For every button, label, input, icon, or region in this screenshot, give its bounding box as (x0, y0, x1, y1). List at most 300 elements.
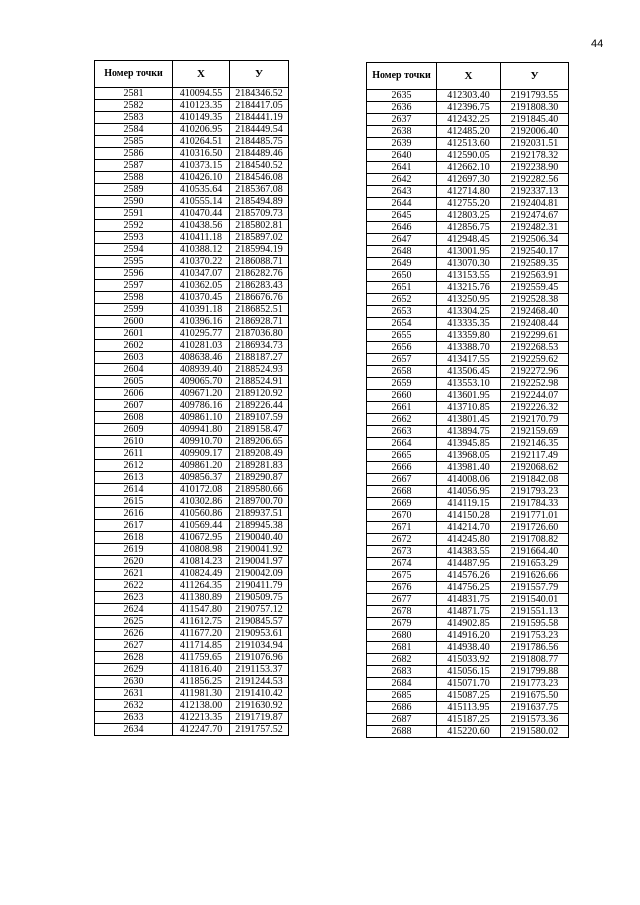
table-row (367, 618, 569, 630)
cell-x: 415220.60 (437, 726, 501, 738)
cell-y: 2192031.51 (501, 138, 569, 150)
table-row (367, 678, 569, 690)
table-row (95, 304, 289, 316)
cell-x: 413215.76 (437, 282, 501, 294)
cell-point-number: 2585 (95, 136, 173, 148)
table-row (367, 330, 569, 342)
cell-x: 409910.70 (173, 436, 230, 448)
cell-x: 408939.40 (173, 364, 230, 376)
cell-y: 2192589.35 (501, 258, 569, 270)
cell-point-number: 2668 (367, 486, 437, 498)
cell-x: 415056.15 (437, 666, 501, 678)
table-row (367, 102, 569, 114)
cell-y: 2186934.73 (230, 340, 289, 352)
cell-y: 2192244.07 (501, 390, 569, 402)
cell-x: 414119.15 (437, 498, 501, 510)
cell-point-number: 2678 (367, 606, 437, 618)
cell-x: 414916.20 (437, 630, 501, 642)
table-row (367, 354, 569, 366)
cell-y: 2191726.60 (501, 522, 569, 534)
cell-y: 2184441.19 (230, 112, 289, 124)
cell-y: 2192528.38 (501, 294, 569, 306)
cell-x: 412138.00 (173, 700, 230, 712)
table-row (95, 472, 289, 484)
table-row (95, 532, 289, 544)
cell-y: 2192006.40 (501, 126, 569, 138)
cell-y: 2192238.90 (501, 162, 569, 174)
cell-y: 2190953.61 (230, 628, 289, 640)
coordinates-table-right (366, 62, 569, 738)
cell-point-number: 2614 (95, 484, 173, 496)
cell-x: 411612.75 (173, 616, 230, 628)
cell-y: 2184417.05 (230, 100, 289, 112)
cell-y: 2190040.40 (230, 532, 289, 544)
cell-x: 412513.60 (437, 138, 501, 150)
table-row (95, 400, 289, 412)
cell-point-number: 2653 (367, 306, 437, 318)
cell-y: 2189290.87 (230, 472, 289, 484)
table-row (95, 316, 289, 328)
cell-point-number: 2672 (367, 534, 437, 546)
cell-x: 411759.65 (173, 652, 230, 664)
cell-y: 2189945.38 (230, 520, 289, 532)
cell-point-number: 2611 (95, 448, 173, 460)
cell-x: 414487.95 (437, 558, 501, 570)
cell-point-number: 2590 (95, 196, 173, 208)
cell-y: 2189206.65 (230, 436, 289, 448)
table-row (95, 136, 289, 148)
cell-x: 413945.85 (437, 438, 501, 450)
page-number: 44 (591, 38, 604, 50)
table-row (95, 700, 289, 712)
cell-point-number: 2619 (95, 544, 173, 556)
table-row (95, 436, 289, 448)
cell-x: 411677.20 (173, 628, 230, 640)
cell-point-number: 2629 (95, 664, 173, 676)
cell-y: 2192408.44 (501, 318, 569, 330)
cell-y: 2192226.32 (501, 402, 569, 414)
cell-point-number: 2601 (95, 328, 173, 340)
cell-point-number: 2648 (367, 246, 437, 258)
cell-y: 2191771.01 (501, 510, 569, 522)
table-row (95, 676, 289, 688)
cell-point-number: 2647 (367, 234, 437, 246)
table-header-row (95, 61, 289, 88)
cell-x: 413001.95 (437, 246, 501, 258)
table-row (95, 628, 289, 640)
cell-y: 2185709.73 (230, 208, 289, 220)
cell-x: 411547.80 (173, 604, 230, 616)
table-row (367, 642, 569, 654)
cell-y: 2192468.40 (501, 306, 569, 318)
cell-point-number: 2679 (367, 618, 437, 630)
cell-point-number: 2686 (367, 702, 437, 714)
cell-y: 2188524.93 (230, 364, 289, 376)
cell-point-number: 2599 (95, 304, 173, 316)
cell-x: 415113.95 (437, 702, 501, 714)
table-row (367, 162, 569, 174)
cell-y: 2191793.55 (501, 90, 569, 102)
table-row (367, 270, 569, 282)
cell-x: 410672.95 (173, 532, 230, 544)
table-row (95, 220, 289, 232)
cell-x: 414756.25 (437, 582, 501, 594)
cell-y: 2189580.66 (230, 484, 289, 496)
cell-y: 2191630.92 (230, 700, 289, 712)
cell-point-number: 2581 (95, 88, 173, 100)
table-row (367, 378, 569, 390)
cell-y: 2185367.08 (230, 184, 289, 196)
cell-y: 2191784.33 (501, 498, 569, 510)
cell-x: 413506.45 (437, 366, 501, 378)
cell-y: 2191153.37 (230, 664, 289, 676)
header-x: X (173, 61, 230, 88)
table-row (367, 150, 569, 162)
cell-x: 410814.23 (173, 556, 230, 568)
cell-point-number: 2621 (95, 568, 173, 580)
cell-y: 2192146.35 (501, 438, 569, 450)
table-row (367, 462, 569, 474)
cell-x: 412714.80 (437, 186, 501, 198)
table-row (367, 342, 569, 354)
cell-y: 2184346.52 (230, 88, 289, 100)
cell-x: 414245.80 (437, 534, 501, 546)
cell-y: 2190411.79 (230, 580, 289, 592)
cell-y: 2191719.87 (230, 712, 289, 724)
table-row (95, 256, 289, 268)
table-row (95, 508, 289, 520)
cell-point-number: 2616 (95, 508, 173, 520)
table-row (367, 366, 569, 378)
cell-x: 410295.77 (173, 328, 230, 340)
cell-y: 2191675.50 (501, 690, 569, 702)
table-row (367, 234, 569, 246)
header-y: У (230, 61, 289, 88)
table-row (95, 364, 289, 376)
cell-x: 410362.05 (173, 280, 230, 292)
table-row (95, 544, 289, 556)
cell-y: 2192068.62 (501, 462, 569, 474)
cell-point-number: 2598 (95, 292, 173, 304)
cell-point-number: 2608 (95, 412, 173, 424)
cell-x: 412432.25 (437, 114, 501, 126)
cell-x: 413388.70 (437, 342, 501, 354)
cell-x: 410438.56 (173, 220, 230, 232)
cell-point-number: 2652 (367, 294, 437, 306)
cell-point-number: 2649 (367, 258, 437, 270)
cell-y: 2189226.44 (230, 400, 289, 412)
cell-point-number: 2617 (95, 520, 173, 532)
cell-x: 411856.25 (173, 676, 230, 688)
table-row (95, 244, 289, 256)
table-row (95, 448, 289, 460)
cell-point-number: 2583 (95, 112, 173, 124)
table-row (367, 306, 569, 318)
cell-y: 2191799.88 (501, 666, 569, 678)
cell-y: 2185994.19 (230, 244, 289, 256)
table-row (95, 160, 289, 172)
cell-y: 2191244.53 (230, 676, 289, 688)
cell-x: 414831.75 (437, 594, 501, 606)
table-row (367, 294, 569, 306)
cell-x: 413335.35 (437, 318, 501, 330)
cell-x: 413553.10 (437, 378, 501, 390)
cell-x: 410824.49 (173, 568, 230, 580)
cell-y: 2191551.13 (501, 606, 569, 618)
table-row (95, 208, 289, 220)
cell-y: 2189937.51 (230, 508, 289, 520)
cell-y: 2191757.52 (230, 724, 289, 736)
cell-x: 414214.70 (437, 522, 501, 534)
cell-point-number: 2674 (367, 558, 437, 570)
cell-y: 2191076.96 (230, 652, 289, 664)
table-row (367, 90, 569, 102)
cell-point-number: 2657 (367, 354, 437, 366)
cell-x: 414576.26 (437, 570, 501, 582)
cell-y: 2192474.67 (501, 210, 569, 222)
cell-point-number: 2658 (367, 366, 437, 378)
cell-x: 412396.75 (437, 102, 501, 114)
table-row (367, 654, 569, 666)
table-row (367, 174, 569, 186)
cell-x: 415033.92 (437, 654, 501, 666)
cell-point-number: 2670 (367, 510, 437, 522)
cell-y: 2192178.32 (501, 150, 569, 162)
table-row (95, 580, 289, 592)
cell-y: 2188524.91 (230, 376, 289, 388)
table-row (367, 402, 569, 414)
cell-point-number: 2622 (95, 580, 173, 592)
table-row (95, 184, 289, 196)
cell-y: 2191410.42 (230, 688, 289, 700)
table-row (95, 100, 289, 112)
cell-y: 2191034.94 (230, 640, 289, 652)
table-row (95, 268, 289, 280)
cell-x: 412803.25 (437, 210, 501, 222)
cell-y: 2192272.96 (501, 366, 569, 378)
cell-x: 410370.22 (173, 256, 230, 268)
cell-point-number: 2607 (95, 400, 173, 412)
table-row (367, 426, 569, 438)
cell-x: 414871.75 (437, 606, 501, 618)
table-row (95, 604, 289, 616)
cell-x: 410555.14 (173, 196, 230, 208)
cell-y: 2192559.45 (501, 282, 569, 294)
cell-point-number: 2612 (95, 460, 173, 472)
cell-point-number: 2603 (95, 352, 173, 364)
header-x: X (437, 63, 501, 90)
cell-point-number: 2682 (367, 654, 437, 666)
cell-y: 2191786.56 (501, 642, 569, 654)
cell-x: 414008.06 (437, 474, 501, 486)
cell-x: 410316.50 (173, 148, 230, 160)
cell-point-number: 2676 (367, 582, 437, 594)
cell-y: 2191842.08 (501, 474, 569, 486)
table-row (95, 88, 289, 100)
cell-point-number: 2589 (95, 184, 173, 196)
cell-y: 2191595.58 (501, 618, 569, 630)
cell-point-number: 2627 (95, 640, 173, 652)
cell-point-number: 2636 (367, 102, 437, 114)
cell-point-number: 2688 (367, 726, 437, 738)
coordinates-table-left (94, 60, 289, 736)
table-row (367, 198, 569, 210)
cell-point-number: 2681 (367, 642, 437, 654)
cell-point-number: 2671 (367, 522, 437, 534)
cell-x: 412755.20 (437, 198, 501, 210)
cell-point-number: 2642 (367, 174, 437, 186)
cell-point-number: 2639 (367, 138, 437, 150)
cell-x: 410396.16 (173, 316, 230, 328)
table-row (367, 666, 569, 678)
cell-y: 2192563.91 (501, 270, 569, 282)
table-row (95, 340, 289, 352)
table-row (367, 510, 569, 522)
table-row (367, 186, 569, 198)
cell-point-number: 2643 (367, 186, 437, 198)
cell-point-number: 2645 (367, 210, 437, 222)
table-row (367, 258, 569, 270)
table-body-left (95, 88, 289, 736)
cell-x: 410347.07 (173, 268, 230, 280)
cell-point-number: 2633 (95, 712, 173, 724)
cell-x: 413250.95 (437, 294, 501, 306)
table-row (367, 522, 569, 534)
cell-point-number: 2591 (95, 208, 173, 220)
cell-y: 2184485.75 (230, 136, 289, 148)
cell-y: 2191557.79 (501, 582, 569, 594)
table-row (367, 582, 569, 594)
table-row (367, 282, 569, 294)
cell-y: 2189281.83 (230, 460, 289, 472)
table-row (95, 232, 289, 244)
cell-point-number: 2675 (367, 570, 437, 582)
cell-x: 410569.44 (173, 520, 230, 532)
cell-x: 411264.35 (173, 580, 230, 592)
cell-point-number: 2609 (95, 424, 173, 436)
cell-x: 411816.40 (173, 664, 230, 676)
cell-y: 2190041.97 (230, 556, 289, 568)
cell-y: 2188187.27 (230, 352, 289, 364)
cell-x: 413601.95 (437, 390, 501, 402)
cell-point-number: 2644 (367, 198, 437, 210)
cell-x: 410094.55 (173, 88, 230, 100)
cell-y: 2185802.81 (230, 220, 289, 232)
header-point-number: Номер точки (367, 63, 437, 90)
cell-x: 408638.46 (173, 352, 230, 364)
cell-point-number: 2605 (95, 376, 173, 388)
cell-x: 410172.08 (173, 484, 230, 496)
cell-y: 2186088.71 (230, 256, 289, 268)
cell-point-number: 2586 (95, 148, 173, 160)
cell-y: 2189107.59 (230, 412, 289, 424)
cell-x: 409941.80 (173, 424, 230, 436)
cell-point-number: 2582 (95, 100, 173, 112)
cell-x: 414056.95 (437, 486, 501, 498)
cell-y: 2186852.51 (230, 304, 289, 316)
table-row (367, 570, 569, 582)
header-point-number: Номер точки (95, 61, 173, 88)
cell-x: 413153.55 (437, 270, 501, 282)
cell-y: 2191580.02 (501, 726, 569, 738)
cell-point-number: 2669 (367, 498, 437, 510)
cell-y: 2192268.53 (501, 342, 569, 354)
cell-y: 2186283.43 (230, 280, 289, 292)
cell-x: 412856.75 (437, 222, 501, 234)
cell-x: 412697.30 (437, 174, 501, 186)
cell-x: 410370.45 (173, 292, 230, 304)
table-row (95, 376, 289, 388)
cell-y: 2191845.40 (501, 114, 569, 126)
cell-point-number: 2632 (95, 700, 173, 712)
cell-x: 413710.85 (437, 402, 501, 414)
cell-x: 410264.51 (173, 136, 230, 148)
table-row (367, 606, 569, 618)
table-row (95, 640, 289, 652)
cell-point-number: 2597 (95, 280, 173, 292)
table-row (95, 112, 289, 124)
cell-x: 409861.10 (173, 412, 230, 424)
cell-y: 2191664.40 (501, 546, 569, 558)
cell-y: 2190509.75 (230, 592, 289, 604)
cell-point-number: 2593 (95, 232, 173, 244)
cell-x: 413070.30 (437, 258, 501, 270)
table-row (95, 568, 289, 580)
cell-x: 409786.16 (173, 400, 230, 412)
cell-x: 412948.45 (437, 234, 501, 246)
cell-x: 412303.40 (437, 90, 501, 102)
table-row (95, 280, 289, 292)
cell-point-number: 2661 (367, 402, 437, 414)
table-row (367, 726, 569, 738)
cell-point-number: 2651 (367, 282, 437, 294)
header-y: У (501, 63, 569, 90)
table-row (367, 594, 569, 606)
cell-point-number: 2683 (367, 666, 437, 678)
cell-point-number: 2677 (367, 594, 437, 606)
cell-x: 412247.70 (173, 724, 230, 736)
table-row (95, 496, 289, 508)
cell-y: 2192337.13 (501, 186, 569, 198)
cell-y: 2191540.01 (501, 594, 569, 606)
cell-y: 2190041.92 (230, 544, 289, 556)
cell-x: 411714.85 (173, 640, 230, 652)
table-row (95, 148, 289, 160)
cell-x: 410388.12 (173, 244, 230, 256)
cell-x: 410373.15 (173, 160, 230, 172)
cell-y: 2192540.17 (501, 246, 569, 258)
cell-y: 2192282.56 (501, 174, 569, 186)
table-row (95, 556, 289, 568)
cell-x: 413417.55 (437, 354, 501, 366)
cell-y: 2192170.79 (501, 414, 569, 426)
cell-point-number: 2606 (95, 388, 173, 400)
table-row (95, 460, 289, 472)
cell-point-number: 2641 (367, 162, 437, 174)
cell-point-number: 2655 (367, 330, 437, 342)
cell-x: 410281.03 (173, 340, 230, 352)
cell-y: 2190042.09 (230, 568, 289, 580)
table-row (367, 474, 569, 486)
cell-y: 2191808.30 (501, 102, 569, 114)
table-row (95, 724, 289, 736)
table-row (367, 534, 569, 546)
table-row (367, 714, 569, 726)
table-body-right (367, 90, 569, 738)
cell-x: 409861.20 (173, 460, 230, 472)
table-row (95, 196, 289, 208)
cell-y: 2192117.49 (501, 450, 569, 462)
